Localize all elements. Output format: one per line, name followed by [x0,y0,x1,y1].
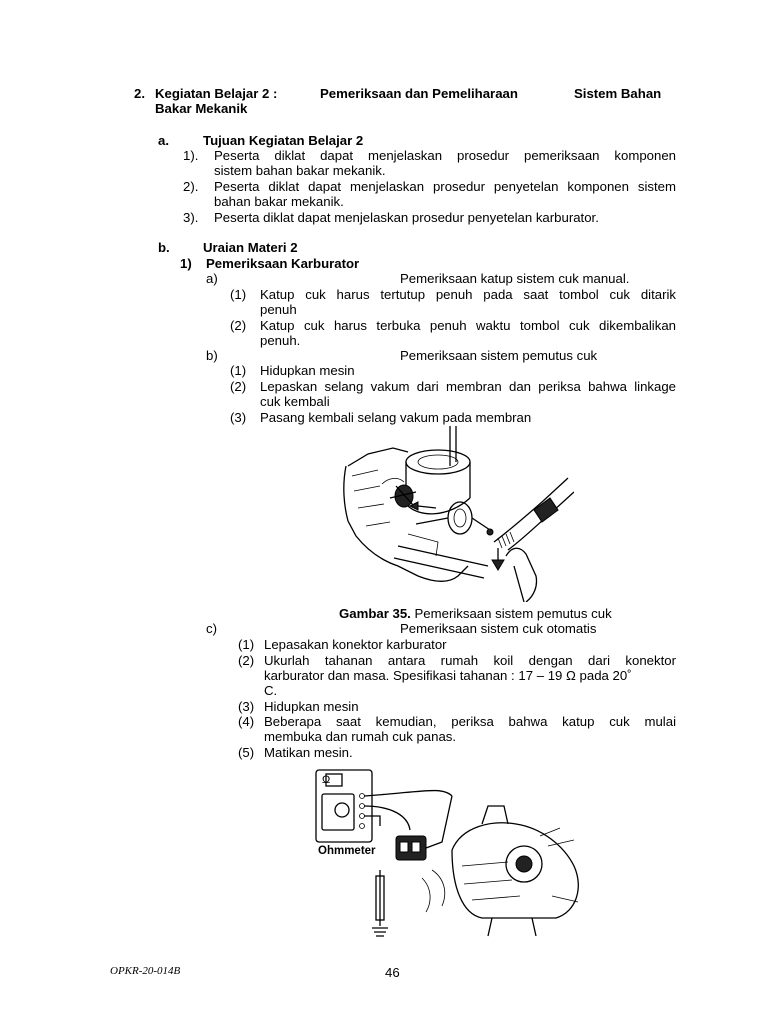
step-c1-line1: Lepasakan konektor karburator [264,637,447,652]
heading-title-line2: Bakar Mekanik [155,101,248,116]
item-c-title: Pemeriksaan sistem cuk otomatis [400,621,597,636]
step-c4-line2: membuka dan rumah cuk panas. [264,729,457,744]
step-c3-number: (3) [238,699,255,714]
heading-title-part1: Pemeriksaan dan Pemeliharaan [320,86,518,101]
step-b1-line1: Hidupkan mesin [260,363,355,378]
step-b1-number: (1) [230,363,247,378]
step-b2-number: (2) [230,379,247,394]
step-a2-line2: penuh. [260,333,301,348]
step-c5-number: (5) [238,745,255,760]
figure-35-caption [339,606,612,622]
page-number: 46 [385,965,400,980]
objective-3-number: 3). [183,210,199,225]
section-a-marker: a. [158,133,169,148]
heading-number: 2. [134,86,145,101]
objective-2-number: 2). [183,179,199,194]
step-b3-line1: Pasang kembali selang vakum pada membran [260,410,532,425]
heading-title-part2: Sistem Bahan [574,86,662,101]
step-c2-line3: C. [264,683,278,698]
section-b-marker: b. [158,240,170,255]
figure-35-text: Pemeriksaan sistem pemutus cuk [414,606,612,621]
objective-1-line2: sistem bahan bakar mekanik. [214,163,386,178]
step-c4-line1: Beberapa saat kemudian, periksa bahwa katup cuk mulai [264,714,676,729]
item-b-marker: b) [206,348,218,363]
item-a-title: Pemeriksaan katup sistem cuk manual. [400,271,630,286]
ohmmeter-omega-symbol: Ω [322,774,331,786]
objective-2-line2: bahan bakar mekanik. [214,194,344,209]
step-b2-line1: Lepaskan selang vakum dari membran dan periksa bahwa linkage [260,379,676,394]
objective-2-line1: Peserta diklat dapat menjelaskan prosedur penyetelan komponen sistem [214,179,676,194]
item-c-marker: c) [206,621,217,636]
figure-35-label: Gambar 35. [339,606,411,621]
step-c2-number: (2) [238,653,255,668]
footer-code: OPKR-20-014B [110,965,181,977]
step-a2-line1: Katup cuk harus terbuka penuh waktu tombol cuk dikembalikan [260,318,676,333]
objective-3-line1: Peserta diklat dapat menjelaskan prosedur penyetelan karburator. [214,210,599,225]
step-b3-number: (3) [230,410,247,425]
ohmmeter-label: Ohmmeter [318,845,376,857]
step-a1-line2: penuh [260,302,297,317]
step-c4-number: (4) [238,714,255,729]
section-a-title: Tujuan Kegiatan Belajar 2 [203,133,364,148]
heading-label: Kegiatan Belajar 2 : [155,86,278,101]
item-b-title: Pemeriksaan sistem pemutus cuk [400,348,598,363]
subsection-1-number: 1) [180,256,192,271]
step-c5-line1: Matikan mesin. [264,745,353,760]
objective-1-line1: Peserta diklat dapat menjelaskan prosedur pemeriksaan komponen [214,148,676,163]
step-a2-number: (2) [230,318,247,333]
item-a-marker: a) [206,271,218,286]
step-c1-number: (1) [238,637,255,652]
step-c3-line1: Hidupkan mesin [264,699,359,714]
step-a1-number: (1) [230,287,247,302]
step-c2-line1: Ukurlah tahanan antara rumah koil dengan dari konektor [264,653,676,668]
step-a1-line1: Katup cuk harus tertutup penuh pada saat tombol cuk ditarik [260,287,676,302]
step-b2-line2: cuk kembali [260,394,330,409]
section-b-title: Uraian Materi 2 [203,240,298,255]
step-c2-line2: karburator dan masa. Spesifikasi tahanan : 17 – 19 Ω pada 20˚ [264,668,632,683]
figure-35-carburetor-illustration [338,426,574,602]
objective-1-number: 1). [183,148,199,163]
subsection-1-title: Pemeriksaan Karburator [206,256,360,271]
